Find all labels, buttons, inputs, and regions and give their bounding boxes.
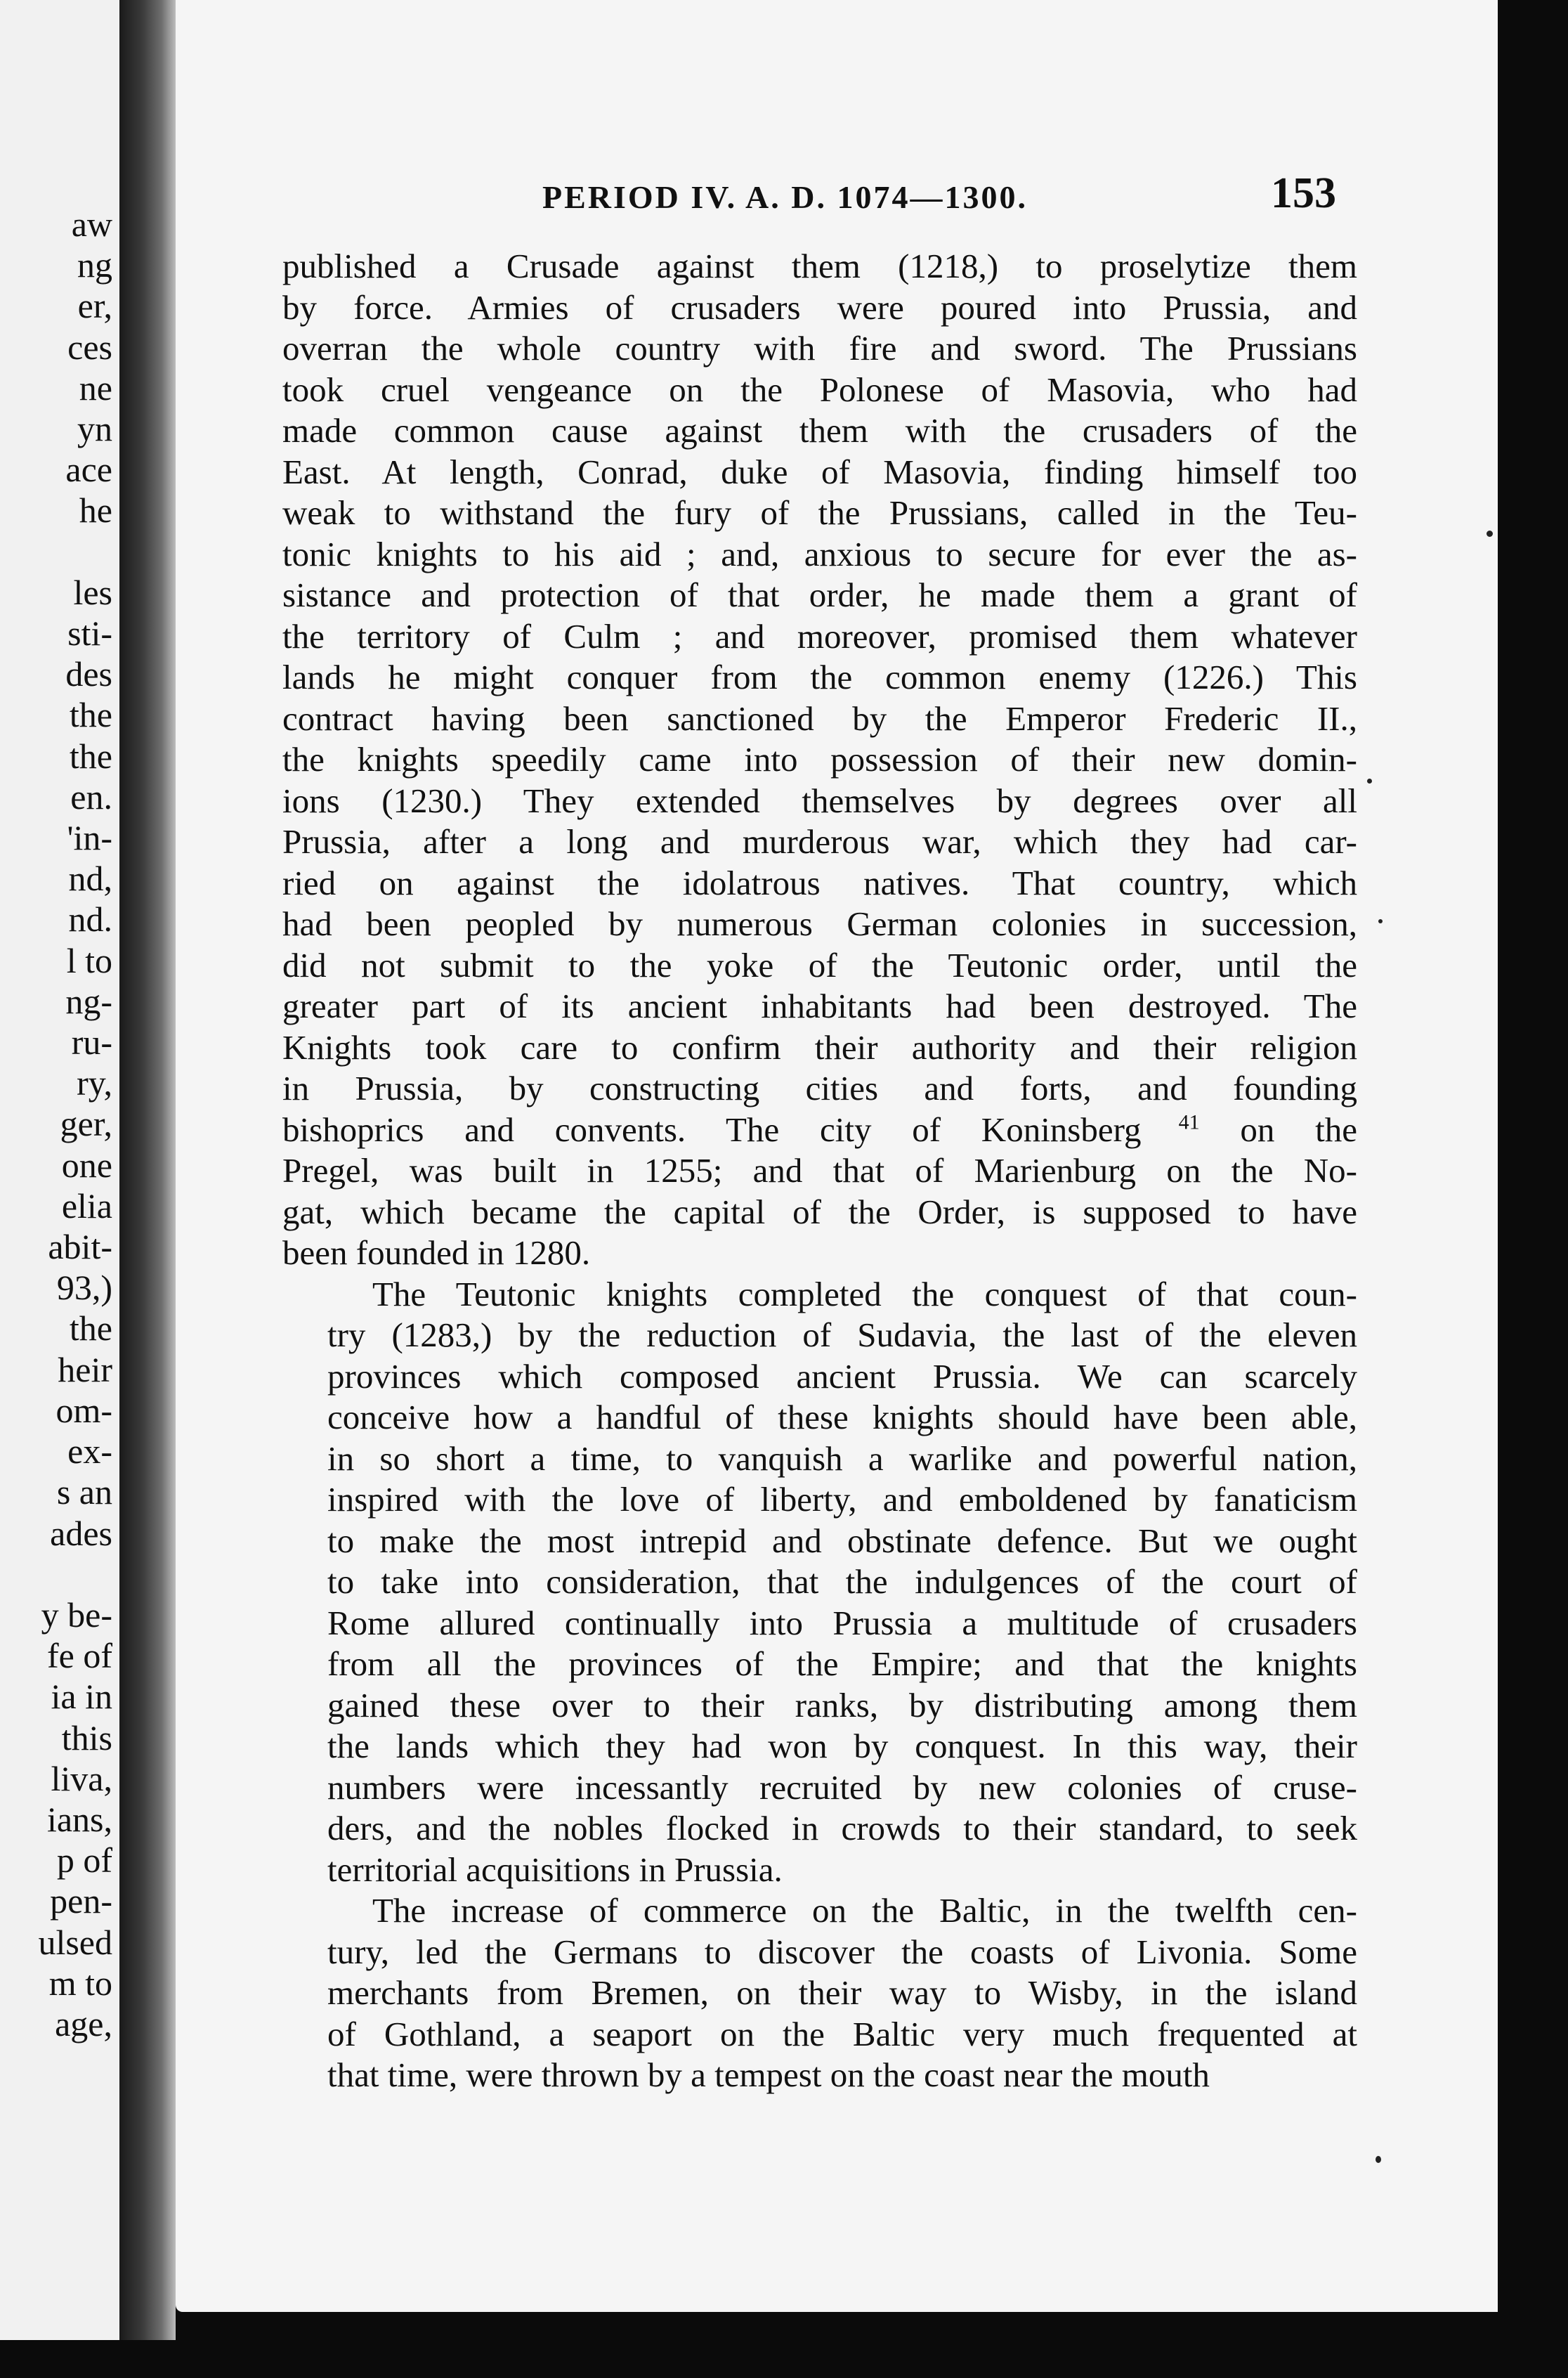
- text-line: [282, 1274, 1357, 1315]
- text-line-content: Pregel, was built in 1255; and that of Marienburg on the No-: [282, 1151, 1357, 1190]
- left-page-fragment: ng-: [65, 981, 112, 1021]
- text-line: [282, 1027, 1357, 1069]
- text-line: [282, 1521, 1357, 1562]
- text-line: [282, 1603, 1357, 1644]
- left-page-fragment: sti-: [67, 613, 112, 654]
- left-page-fragment: the: [69, 695, 112, 735]
- left-page-fragment: fe of: [47, 1636, 112, 1676]
- text-line-content: try (1283,) by the reduction of Sudavia, the last of the eleven: [327, 1315, 1357, 1354]
- text-line: [282, 781, 1357, 822]
- text-line-content: sistance and protection of that order, he made them a grant of: [282, 576, 1357, 614]
- running-head: [367, 169, 1336, 218]
- text-line-content: in so short a time, to vanquish a warlike and powerful nation,: [327, 1438, 1357, 1478]
- text-line-content: by force. Armies of crusaders were poured into Prussia, and: [282, 287, 1357, 327]
- text-line: [282, 945, 1357, 987]
- left-page-fragment: ng: [77, 245, 112, 285]
- text-line: [282, 2014, 1357, 2055]
- left-page-fragment: ulsed: [38, 1922, 112, 1962]
- text-line: [282, 575, 1357, 616]
- text-line: [282, 493, 1357, 534]
- text-line: [282, 328, 1357, 370]
- text-line-content: provinces which composed ancient Prussia. We can scarcely: [327, 1356, 1357, 1396]
- left-page-fragment: yn: [77, 409, 112, 449]
- left-page-edge-text: [38, 204, 112, 2044]
- text-line: [282, 410, 1357, 452]
- ink-speck: [1376, 2156, 1381, 2163]
- text-line-content: been founded in 1280.: [282, 1233, 591, 1272]
- left-page-fragment: om-: [55, 1390, 112, 1430]
- text-line: [282, 1561, 1357, 1603]
- left-page-fragment: ades: [50, 1513, 112, 1553]
- body-text: [282, 246, 1357, 2096]
- left-page-fragment: ex-: [67, 1431, 112, 1471]
- left-page-fragment: l to: [66, 940, 112, 980]
- paragraph: [282, 246, 1357, 1274]
- left-page-fragment: one: [61, 1145, 112, 1185]
- left-page-fragment: age,: [55, 2003, 112, 2044]
- text-line: [282, 616, 1357, 658]
- text-line: [282, 863, 1357, 904]
- text-line: [282, 1850, 1357, 1891]
- ink-speck: [1487, 531, 1493, 537]
- text-line-content: weak to withstand the fury of the Prussians, called in the Teu-: [282, 493, 1357, 532]
- text-line: [282, 1726, 1357, 1767]
- text-line-tail: on the: [1199, 1110, 1357, 1149]
- text-line: [282, 452, 1357, 493]
- text-line: [282, 739, 1357, 781]
- text-line-content: took cruel vengeance on the Polonese of Masovia, who had: [282, 370, 1357, 409]
- running-head-title: PERIOD IV. A. D. 1074—1300.: [542, 179, 1028, 215]
- text-line-content: to make the most intrepid and obstinate defence. But we ought: [327, 1521, 1357, 1560]
- text-line-content: inspired with the love of liberty, and emboldened by fanaticism: [327, 1480, 1357, 1519]
- left-page-fragment: 93,): [56, 1268, 112, 1308]
- left-page-fragment: ger,: [60, 1104, 112, 1144]
- text-line: [282, 246, 1357, 287]
- text-line: [282, 1890, 1357, 1932]
- text-line: [282, 1315, 1357, 1356]
- text-line: [282, 1808, 1357, 1850]
- text-line: [282, 1233, 1357, 1274]
- text-line: [282, 1110, 1357, 1151]
- text-line: [282, 1767, 1357, 1809]
- left-page-fragment: nd,: [68, 859, 112, 899]
- text-line-content: merchants from Bremen, on their way to Wisby, in the island: [327, 1973, 1357, 2012]
- text-line-content: territorial acquisitions in Prussia.: [327, 1850, 783, 1889]
- text-line: [282, 1150, 1357, 1192]
- left-page-fragment: aw: [71, 204, 112, 244]
- page-number: 153: [1271, 169, 1336, 217]
- text-line-content: tonic knights to his aid ; and, anxious to secure for ever the as-: [282, 534, 1357, 573]
- left-page-fragment: ace: [65, 450, 112, 490]
- text-line-content: published a Crusade against them (1218,) to proselytize them: [282, 247, 1357, 285]
- text-line: [282, 1356, 1357, 1398]
- text-line: [282, 1973, 1357, 2014]
- left-page-fragment: the: [69, 1308, 112, 1349]
- text-line-content: Rome allured continually into Prussia a multitude of crusaders: [327, 1603, 1357, 1642]
- text-line-content: contract having been sanctioned by the Emperor Frederic II.,: [282, 699, 1357, 738]
- ink-speck: [1378, 919, 1383, 923]
- left-page-fragment: ry,: [77, 1063, 112, 1103]
- text-line-content: Prussia, after a long and murderous war, which they had car-: [282, 822, 1357, 861]
- left-page-fragment: en.: [70, 777, 112, 817]
- text-line-content: greater part of its ancient inhabitants had been destroyed. The: [282, 987, 1357, 1025]
- left-page-fragment: ne: [79, 368, 112, 408]
- left-page-fragment: he: [79, 490, 112, 531]
- left-facing-page: [0, 0, 122, 2340]
- text-line-content: did not submit to the yoke of the Teutonic order, until the: [282, 945, 1357, 985]
- text-line: [282, 699, 1357, 740]
- text-line-content: that time, were thrown by a tempest on the coast near the mouth: [327, 2055, 1210, 2094]
- left-page-fragment: m to: [48, 1963, 112, 2003]
- text-line-content: the knights speedily came into possession of their new domin-: [282, 740, 1357, 779]
- text-line: [282, 1192, 1357, 1233]
- text-line: [282, 657, 1357, 699]
- left-page-fragment: abit-: [48, 1227, 112, 1267]
- text-line: [282, 287, 1357, 329]
- text-line-content: The increase of commerce on the Baltic, in the twelfth cen-: [372, 1891, 1357, 1930]
- footnote-reference: 41: [1141, 1110, 1200, 1134]
- text-line: [282, 821, 1357, 863]
- left-page-fragment: 'in-: [67, 818, 112, 858]
- ink-speck: [1367, 779, 1372, 784]
- left-page-fragment: p of: [56, 1840, 112, 1880]
- text-line: [282, 1068, 1357, 1110]
- text-line: [282, 1685, 1357, 1727]
- text-line-content: gat, which became the capital of the Order, is supposed to have: [282, 1192, 1357, 1231]
- right-page-edge: [1498, 0, 1568, 2378]
- left-page-fragment: elia: [61, 1185, 112, 1226]
- left-page-fragment: des: [65, 654, 112, 694]
- left-page-fragment: ru-: [71, 1022, 112, 1063]
- left-page-fragment: les: [73, 572, 112, 612]
- text-line: [282, 534, 1357, 576]
- text-line: [282, 1644, 1357, 1685]
- left-page-fragment: the: [69, 736, 112, 776]
- text-line-content: tury, led the Germans to discover the coasts of Livonia. Some: [327, 1932, 1357, 1971]
- left-page-fragment: [38, 531, 112, 572]
- text-line-content: numbers were incessantly recruited by new colonies of cruse-: [327, 1767, 1357, 1807]
- left-page-fragment: [38, 1554, 112, 1594]
- text-line: [282, 2055, 1357, 2096]
- text-line-content: overran the whole country with fire and sword. The Prussians: [282, 329, 1357, 368]
- left-page-fragment: this: [61, 1717, 112, 1757]
- left-page-fragment: pen-: [50, 1881, 112, 1921]
- text-line-content: ders, and the nobles flocked in crowds to their standard, to seek: [327, 1809, 1357, 1847]
- text-line: [282, 1397, 1357, 1438]
- book-gutter: [119, 0, 176, 2340]
- text-line-content: ions (1230.) They extended themselves by degrees over all: [282, 781, 1357, 820]
- left-page-fragment: liva,: [51, 1758, 112, 1798]
- text-line: [282, 1932, 1357, 1973]
- left-page-fragment: heir: [58, 1349, 112, 1389]
- paragraph: [282, 1890, 1357, 2096]
- text-line: [282, 370, 1357, 411]
- text-line-content: of Gothland, a seaport on the Baltic very much frequented at: [327, 2014, 1357, 2053]
- text-line-content: made common cause against them with the crusaders of the: [282, 411, 1357, 450]
- text-line-content: gained these over to their ranks, by distributing among them: [327, 1685, 1357, 1724]
- text-line-content: Knights took care to confirm their authority and their religion: [282, 1027, 1357, 1067]
- text-line: [282, 1479, 1357, 1521]
- text-line-content: the lands which they had won by conquest. In this way, their: [327, 1727, 1357, 1765]
- text-line-content: The Teutonic knights completed the conquest of that coun-: [372, 1274, 1357, 1313]
- text-line-content: from all the provinces of the Empire; and that the knights: [327, 1644, 1357, 1683]
- text-line-content: to take into consideration, that the indulgences of the court of: [327, 1562, 1357, 1601]
- left-page-fragment: ians,: [46, 1799, 112, 1839]
- left-page-fragment: y be-: [41, 1594, 112, 1635]
- text-line-content: bishoprics and convents. The city of Koninsberg: [282, 1110, 1142, 1149]
- text-line: [282, 986, 1357, 1027]
- scan-bottom-border: [0, 2340, 1568, 2378]
- left-page-fragment: ia in: [51, 1677, 112, 1717]
- text-line-content: ried on against the idolatrous natives. That country, which: [282, 863, 1357, 902]
- text-line-content: lands he might conquer from the common enemy (1226.) This: [282, 658, 1357, 696]
- paragraph: [282, 1274, 1357, 1891]
- text-line: [282, 1438, 1357, 1480]
- text-line-content: the territory of Culm ; and moreover, promised them whatever: [282, 616, 1357, 656]
- text-line-content: had been peopled by numerous German colonies in succession,: [282, 904, 1357, 943]
- left-page-fragment: s an: [56, 1472, 112, 1512]
- text-line-content: conceive how a handful of these knights should have been able,: [327, 1398, 1357, 1436]
- text-line: [282, 904, 1357, 945]
- left-page-fragment: ces: [67, 327, 112, 367]
- left-page-fragment: nd.: [68, 899, 112, 940]
- text-line-content: East. At length, Conrad, duke of Masovia, finding himself too: [282, 452, 1357, 491]
- left-page-fragment: er,: [77, 286, 112, 326]
- text-line-content: in Prussia, by constructing cities and forts, and founding: [282, 1069, 1357, 1107]
